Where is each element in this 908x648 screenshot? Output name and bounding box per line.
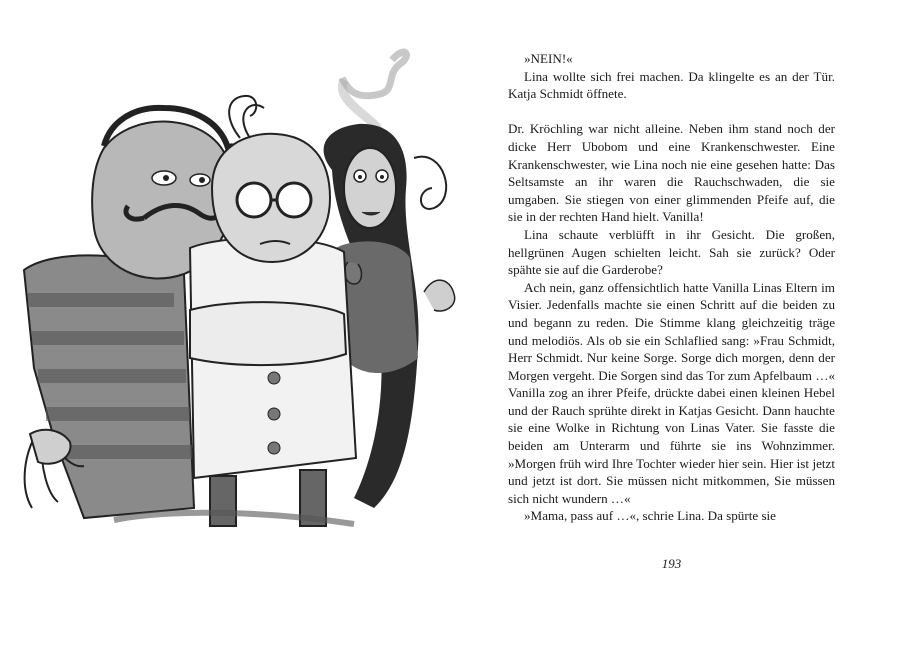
text-page (508, 50, 835, 525)
paragraph: Lina schaute verblüfft in ihr Gesicht. Die großen, hellgrünen Augen schielten leicht. Sah sie zurück? Oder spähte sie auf die Garderobe? (508, 226, 835, 278)
paragraph: Lina wollte sich frei machen. Da klingelte es an der Tür. Katja Schmidt öffnete. (508, 68, 835, 102)
character-illustration (14, 38, 474, 536)
page-number: 193 (661, 556, 682, 571)
paragraph: »Mama, pass auf …«, schrie Lina. Da spürte sie (524, 508, 776, 524)
paragraph: »NEIN!« (524, 51, 573, 66)
paragraph: Dr. Kröchling war nicht alleine. Neben ihm stand noch der dicke Herr Ubobom und eine Krankenschwester. Eine Krankenschwester, wie Lina noch nie eine gesehen hatte: Das Seltsamste an ihr waren die Rauchschwaden, die sie umgaben. Sie stiegen von einer glimmenden Pfeife auf, die sie in der rechten Hand hielt. Vanilla! (508, 121, 835, 225)
paragraph: Ach nein, ganz offensichtlich hatte Vanilla Linas Eltern im Visier. Jedenfalls machte sie einen Schritt auf die beiden zu und begann zu reden. Die Stimme klang gleichzeitig träge und melodiös. Als ob sie ein Schlaflied sang: »Frau Schmidt, Herr Schmidt. Nur keine Sorge. Sorge dich morgen, denn der Morgen vergeht. Die Sorgen sind das Tor zum Apfelbaum …« Vanilla zog an ihrer Pfeife, drückte dabei einen kleinen Hebel und der Rauch sprühte direkt in Katjas Gesicht. Dann hauchte sie eine Wolke in Richtung von Linas Vater. Sie fasste die beiden am Unterarm und führte sie ins Wohnzimmer. »Morgen früh wird Ihre Tochter wieder hier sein. Hier ist jetzt und jetzt ist dort. Sie müssen nicht mitkommen, Sie müssen sich nicht wundern …« (508, 279, 835, 506)
paragraph-gap (508, 103, 835, 121)
